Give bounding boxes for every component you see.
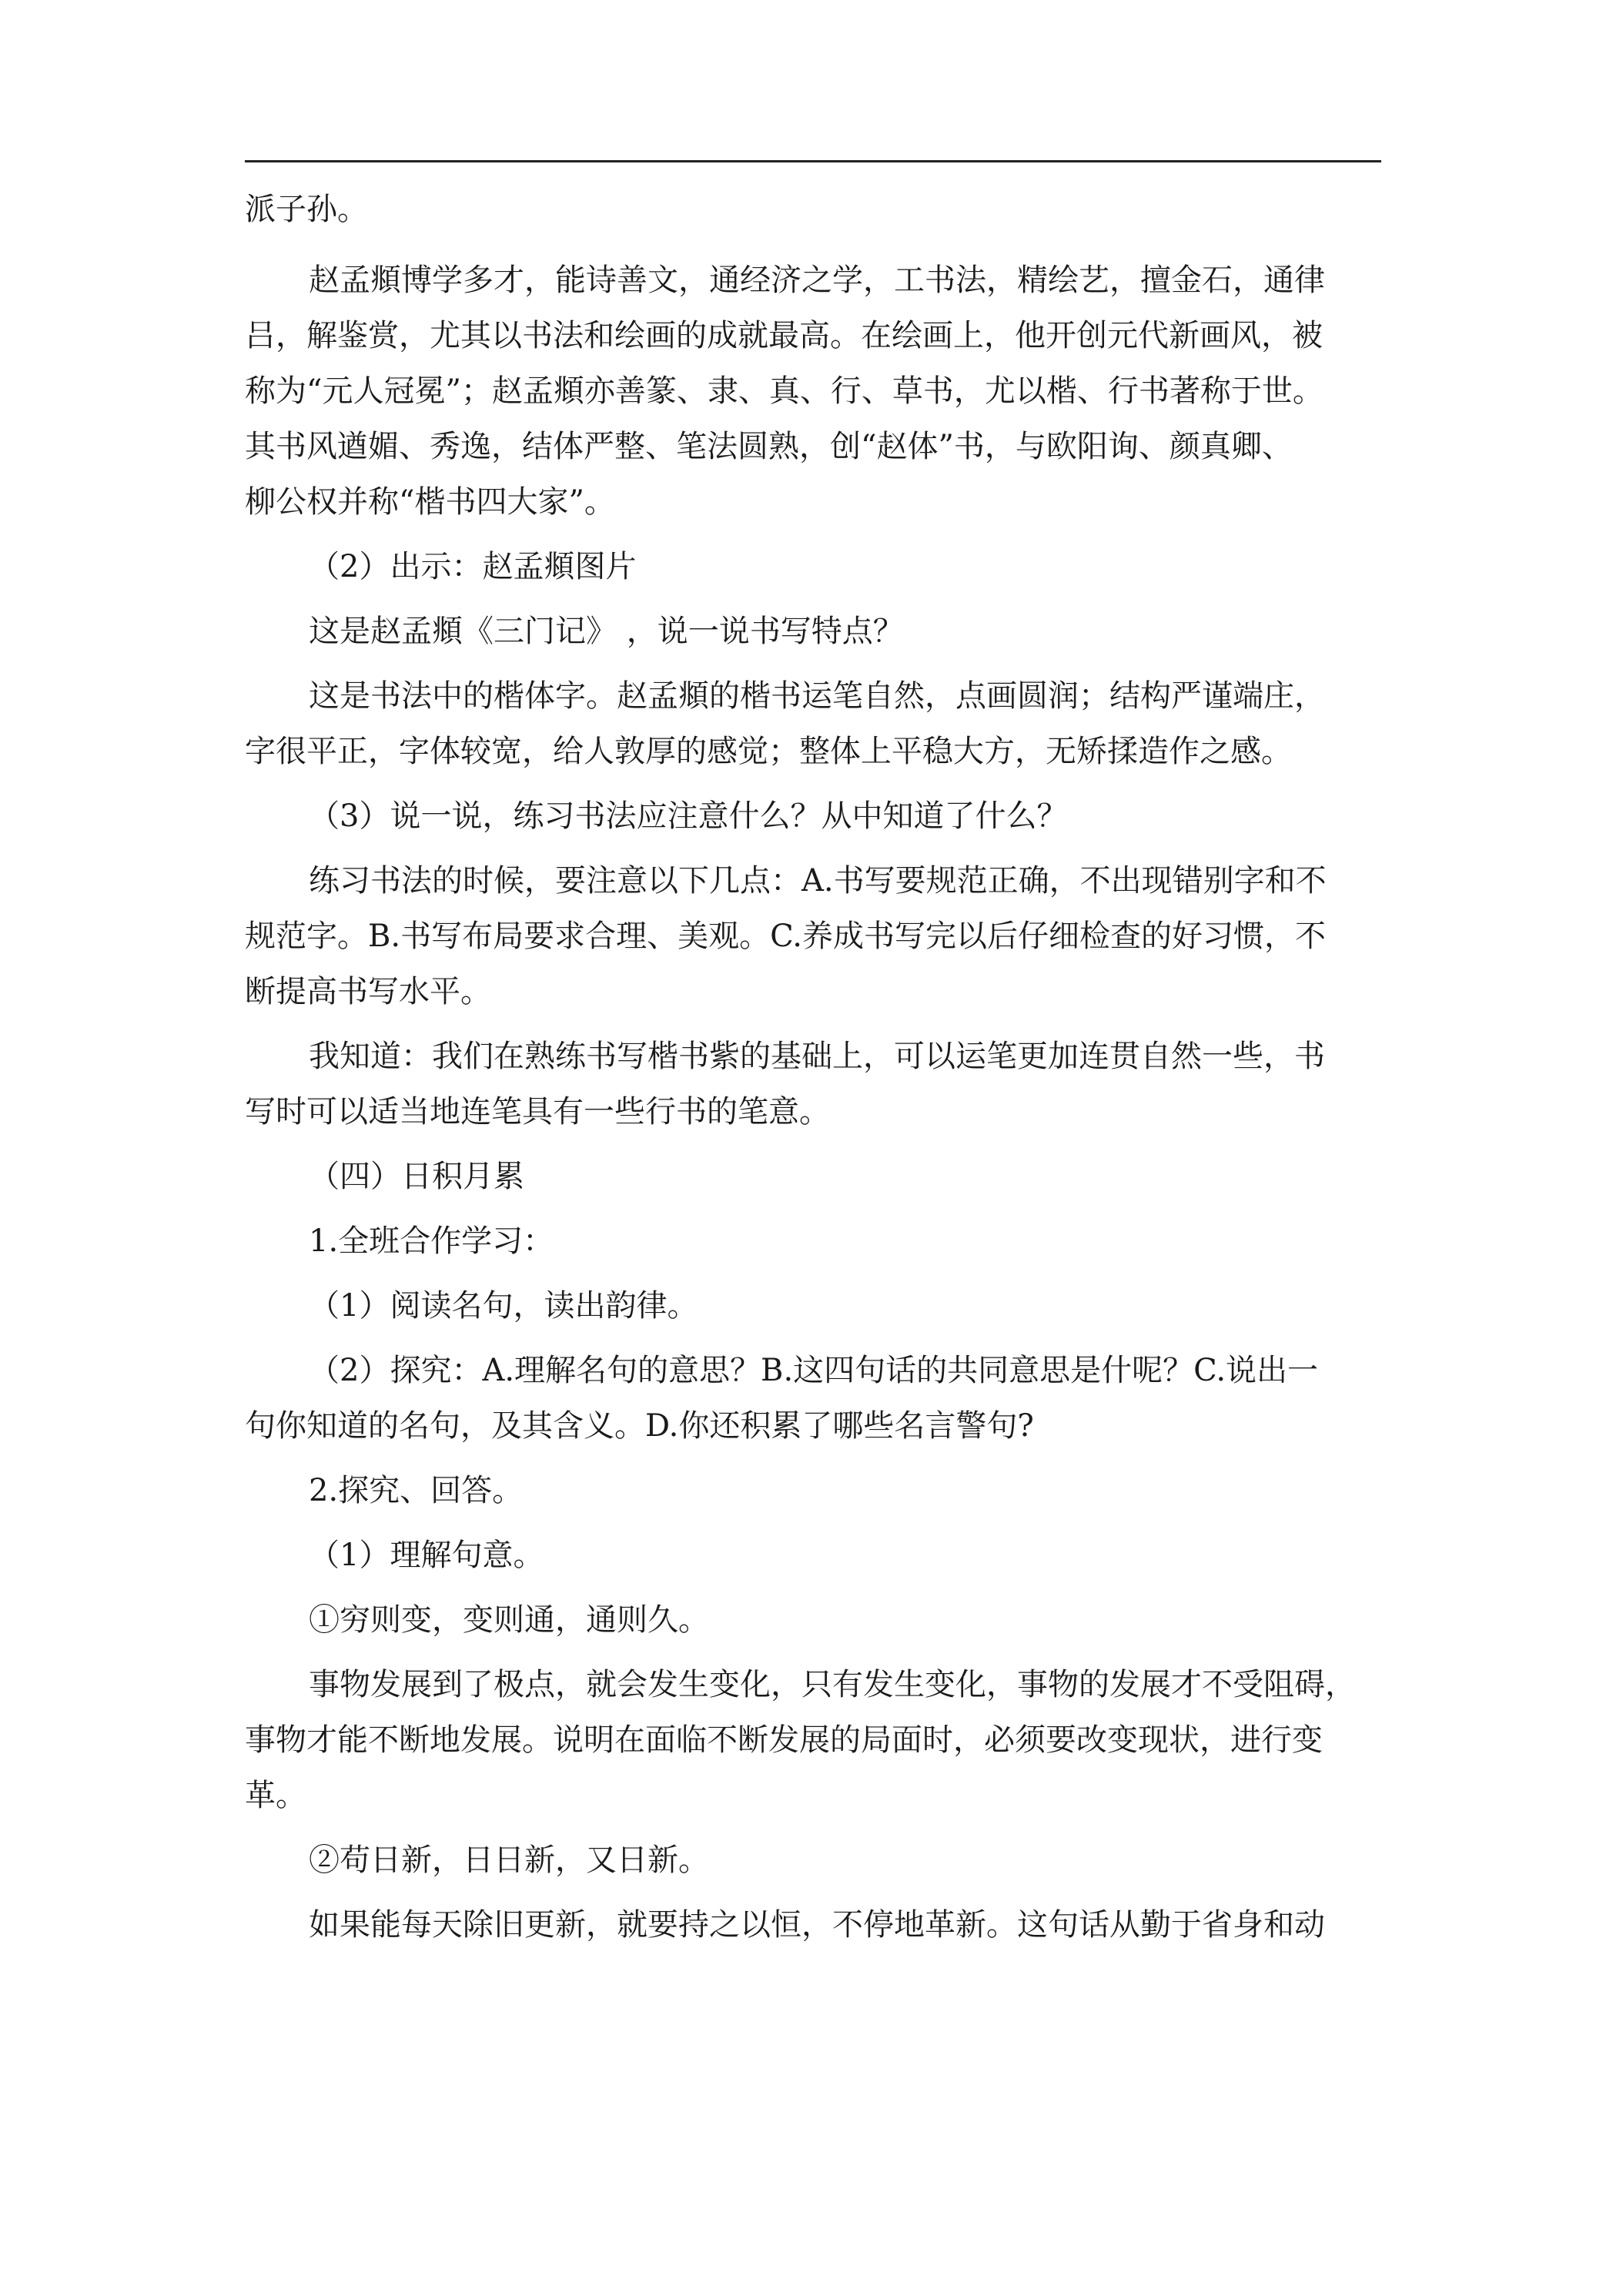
quote-heading: ①穷则变，变则通，通则久。	[309, 1602, 709, 1638]
paragraph-line: 事物才能不断地发展。说明在面临不断发展的局面时，必须要改变现状，进行变	[245, 1722, 1323, 1758]
header-rule	[245, 160, 1381, 162]
paragraph-line: 革。	[245, 1778, 306, 1813]
paragraph-line: 字很平正，字体较宽，给人敦厚的感觉；整体上平稳大方，无矫揉造作之感。	[245, 734, 1292, 769]
paragraph-line: 我知道：我们在熟练书写楷书紫的基础上，可以运笔更加连贯自然一些，书	[309, 1039, 1325, 1074]
paragraph-line: 如果能每天除旧更新，就要持之以恒，不停地革新。这句话从勤于省身和动	[309, 1907, 1325, 1943]
paragraph-line: 柳公权并称“楷书四大家”。	[245, 484, 615, 520]
quote-heading: ②苟日新，日日新，又日新。	[309, 1842, 709, 1878]
section-heading: （2）出示：赵孟頫图片	[309, 549, 637, 584]
list-item: （1）阅读名句，读出韵律。	[309, 1288, 698, 1324]
paragraph-line: 这是书法中的楷体字。赵孟頫的楷书运笔自然，点画圆润；结构严谨端庄，	[309, 678, 1325, 714]
paragraph-line: 赵孟頫博学多才，能诗善文，通经济之学，工书法，精绘艺，擅金石，通律	[309, 263, 1325, 298]
text-line: 派子孙。	[245, 192, 368, 227]
paragraph-line: 写时可以适当地连笔具有一些行书的笔意。	[245, 1094, 830, 1130]
paragraph-line: 句你知道的名句，及其含义。D.你还积累了哪些名言警句?	[245, 1408, 1034, 1444]
list-item: 2.探究、回答。	[309, 1473, 524, 1508]
list-item: 1.全班合作学习：	[309, 1223, 554, 1259]
paragraph-line: 吕，解鉴赏，尤其以书法和绘画的成就最高。在绘画上，他开创元代新画风，被	[245, 318, 1323, 353]
paragraph-line: 练习书法的时候，要注意以下几点：A.书写要规范正确，不出现错别字和不	[309, 863, 1327, 899]
paragraph-line: 其书风遒媚、秀逸，结体严整、笔法圆熟，创“赵体”书，与欧阳询、颜真卿、	[245, 429, 1293, 464]
paragraph-line: 这是赵孟頫《三门记》 ，说一说书写特点？	[309, 614, 904, 649]
paragraph-line: 规范字。B.书写布局要求合理、美观。C.养成书写完以后仔细检查的好习惯，不	[245, 919, 1327, 954]
paragraph-line: 事物发展到了极点，就会发生变化，只有发生变化，事物的发展才不受阻碍，	[309, 1667, 1356, 1702]
list-item: （1）理解句意。	[309, 1538, 544, 1573]
section-heading: （3）说一说，练习书法应注意什么？从中知道了什么？	[309, 798, 1068, 834]
paragraph-line: 断提高书写水平。	[245, 974, 491, 1009]
list-item: （2）探究：A.理解名句的意思？B.这四句话的共同意思是什呢？C.说出一	[309, 1353, 1319, 1388]
paragraph-line: 称为“元人冠冕”；赵孟頫亦善篆、隶、真、行、草书，尤以楷、行书著称于世。	[245, 373, 1323, 409]
section-heading: （四）日积月累	[309, 1159, 524, 1194]
